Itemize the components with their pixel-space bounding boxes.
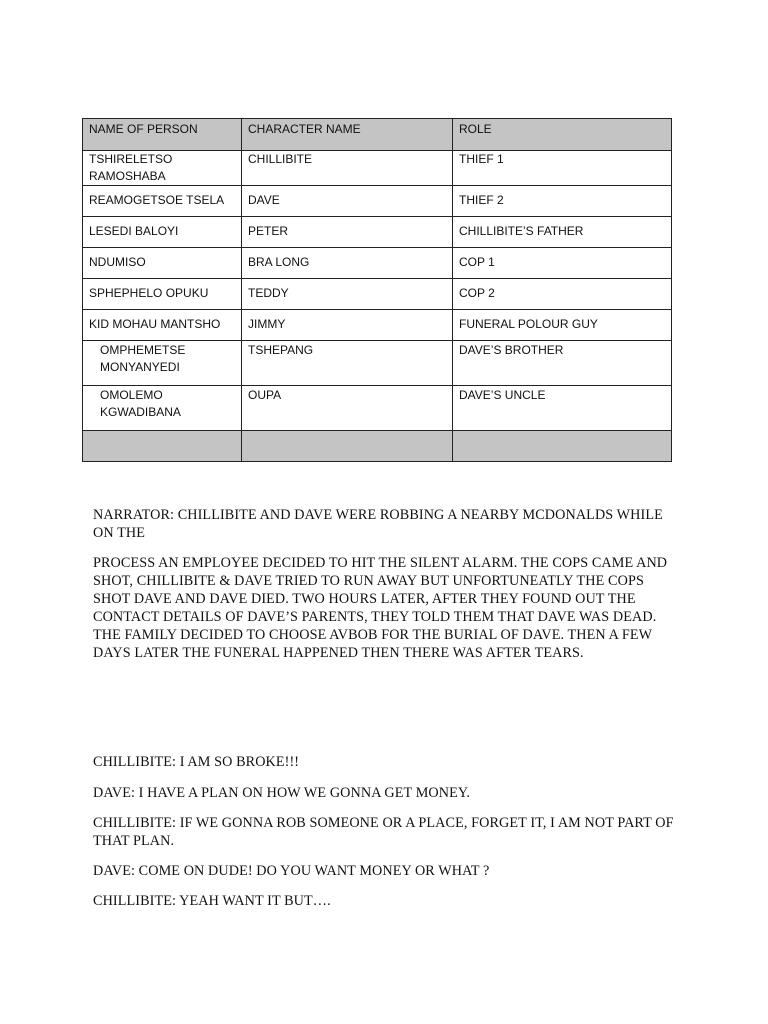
dialogue-line: CHILLIBITE: YEAH WANT IT BUT…. — [93, 893, 331, 909]
table-row — [83, 186, 672, 217]
table-cell: DAVE’S UNCLE — [453, 386, 672, 431]
table-cell: LESEDI BALOYI — [83, 217, 242, 248]
table-cell: KID MOHAU MANTSHO — [83, 310, 242, 341]
table-cell-empty — [83, 431, 242, 462]
cast-table — [82, 118, 672, 462]
table-row — [83, 386, 672, 431]
table-cell: THIEF 1 — [453, 151, 672, 186]
dialogue-line: CHILLIBITE: I AM SO BROKE!!! — [93, 754, 300, 770]
table-cell: TSHIRELETSO RAMOSHABA — [83, 151, 242, 186]
dialogue-line: CHILLIBITE: IF WE GONNA ROB SOMEONE OR A PLACE, FORGET IT, I AM NOT PART OF THAT PLAN. — [93, 815, 674, 849]
table-cell: DAVE’S BROTHER — [453, 341, 672, 386]
table-row — [83, 217, 672, 248]
table-row — [83, 248, 672, 279]
narration-intro: NARRATOR: CHILLIBITE AND DAVE WERE ROBBING A NEARBY MCDONALDS WHILE ON THE — [93, 507, 663, 541]
table-cell: OMPHEMETSE MONYANYEDI — [83, 341, 242, 386]
table-cell: TSHEPANG — [242, 341, 453, 386]
table-row — [83, 341, 672, 386]
table-cell: NDUMISO — [83, 248, 242, 279]
narration — [93, 506, 683, 662]
dialogue-line: DAVE: I HAVE A PLAN ON HOW WE GONNA GET MONEY. — [93, 785, 471, 801]
table-cell: CHILLIBITE — [242, 151, 453, 186]
table-cell-empty — [453, 431, 672, 462]
table-cell: FUNERAL POLOUR GUY — [453, 310, 672, 341]
column-header: ROLE — [453, 119, 672, 151]
table-row-empty — [83, 431, 672, 462]
table-cell: THIEF 2 — [453, 186, 672, 217]
column-header: NAME OF PERSON — [83, 119, 242, 151]
table-cell: PETER — [242, 217, 453, 248]
table-cell: OUPA — [242, 386, 453, 431]
table-cell: BRA LONG — [242, 248, 453, 279]
table-row — [83, 151, 672, 186]
table-header-row — [83, 119, 672, 151]
table-cell: DAVE — [242, 186, 453, 217]
narration-body: PROCESS AN EMPLOYEE DECIDED TO HIT THE SILENT ALARM. THE COPS CAME AND SHOT, CHILLIBITE & DAVE TRIED TO RUN AWAY BUT UNFORTUNEATLY THE COPS SHOT DAVE AND DAVE DIED. TWO HOURS LATER, AFTER THEY FOUND OUT THE CONTACT DETAILS OF DAVE’S PARENTS, THEY TOLD THEM THAT DAVE WAS DEAD. THE FAMILY DECIDED TO CHOOSE AVBOB FOR THE BURIAL OF DAVE. THEN A FEW DAYS LATER THE FUNERAL HAPPENED THEN THERE WAS AFTER TEARS. — [93, 555, 668, 661]
table-cell: TEDDY — [242, 279, 453, 310]
dialogue-line: DAVE: COME ON DUDE! DO YOU WANT MONEY OR WHAT ? — [93, 863, 490, 879]
table-row — [83, 279, 672, 310]
table-cell: SPHEPHELO OPUKU — [83, 279, 242, 310]
table-cell: COP 2 — [453, 279, 672, 310]
table-cell: COP 1 — [453, 248, 672, 279]
table-cell: REAMOGETSOE TSELA — [83, 186, 242, 217]
table-cell: OMOLEMO KGWADIBANA — [83, 386, 242, 431]
column-header: CHARACTER NAME — [242, 119, 453, 151]
table-row — [83, 310, 672, 341]
table-cell: CHILLIBITE’S FATHER — [453, 217, 672, 248]
table-cell: JIMMY — [242, 310, 453, 341]
table-cell-empty — [242, 431, 453, 462]
